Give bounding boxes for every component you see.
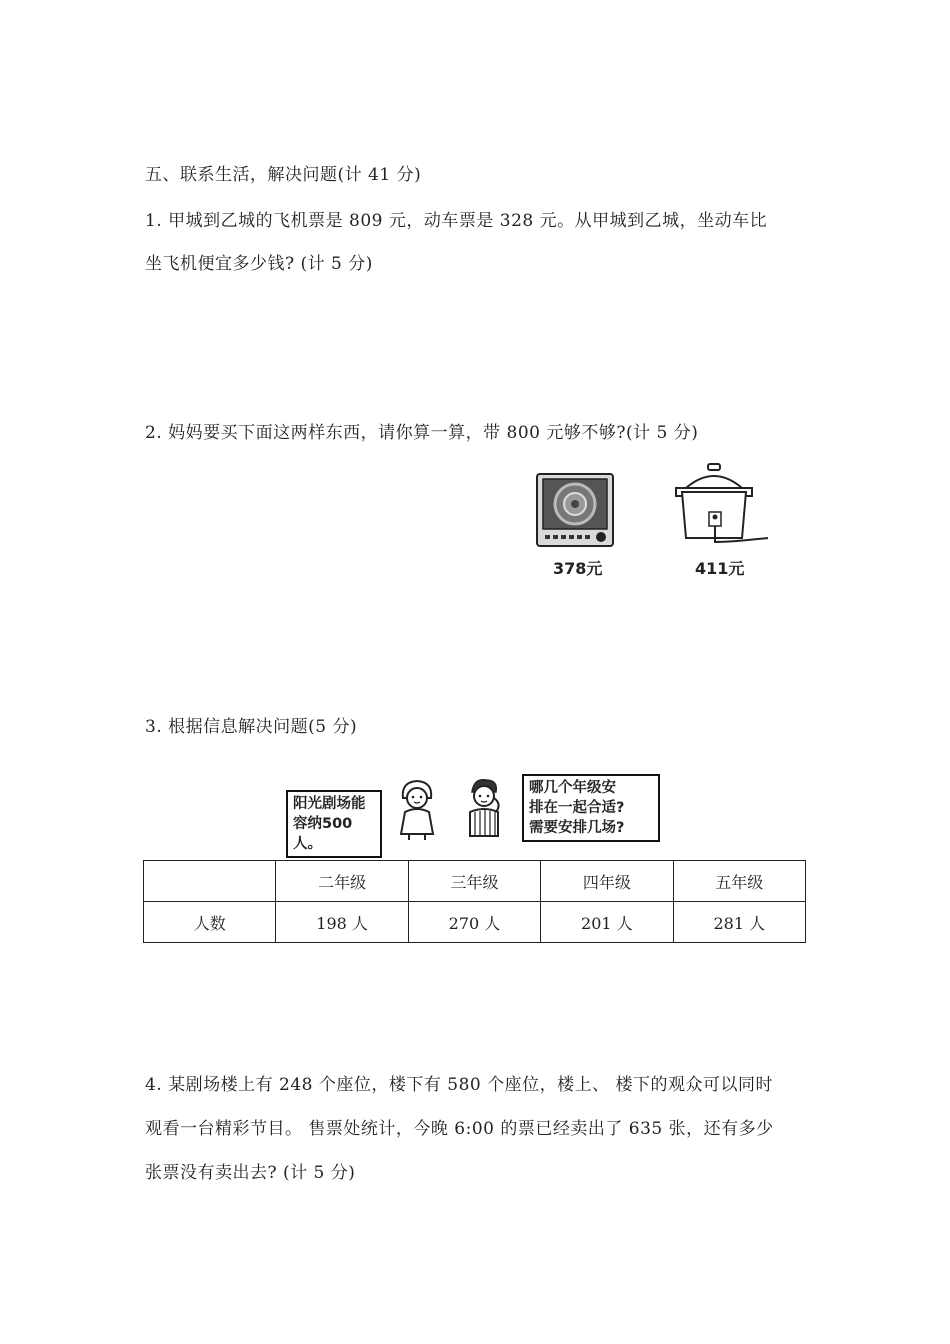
boy-speech-line-3: 需要安排几场? <box>529 820 625 836</box>
induction-cooker-price: 378元 <box>553 559 603 578</box>
table-header-cell: 四年级 <box>541 861 673 902</box>
table-row-label: 人数 <box>144 902 276 943</box>
girl-figure-icon <box>395 778 439 846</box>
question-1-line-2: 坐飞机便宜多少钱? (计 5 分) <box>145 254 373 274</box>
table-header-cell: 五年级 <box>673 861 805 902</box>
table-header-cell: 三年级 <box>408 861 540 902</box>
table-cell: 198 人 <box>276 902 408 943</box>
table-header-cell <box>144 861 276 902</box>
table-header-row <box>144 861 806 902</box>
girl-speech-line-2: 容纳500人。 <box>293 816 353 852</box>
table-cell: 270 人 <box>408 902 540 943</box>
boy-speech-line-1: 哪几个年级安 <box>529 780 616 796</box>
boy-speech-bubble <box>522 774 660 842</box>
section-title: 五、联系生活，解决问题(计 41 分) <box>145 165 422 185</box>
question-4-line-2: 观看一台精彩节目。 售票处统计，今晚 6:00 的票已经卖出了 635 张，还有多少 <box>145 1119 774 1139</box>
girl-speech-bubble <box>286 790 382 858</box>
question-2-text: 2. 妈妈要买下面这两样东西，请你算一算，带 800 元够不够?(计 5 分) <box>145 423 699 443</box>
table-header-cell: 二年级 <box>276 861 408 902</box>
question-1-line-1: 1. 甲城到乙城的飞机票是 809 元，动车票是 328 元。从甲城到乙城，坐动车比 <box>145 211 768 231</box>
table-cell: 201 人 <box>541 902 673 943</box>
question-4-line-1: 4. 某剧场楼上有 248 个座位，楼下有 580 个座位，楼上、 楼下的观众可以同时 <box>145 1075 774 1095</box>
grade-table <box>143 860 806 943</box>
question-4-line-3: 张票没有卖出去? (计 5 分) <box>145 1163 356 1183</box>
girl-speech-line-1: 阳光剧场能 <box>293 796 366 812</box>
boy-speech-line-2: 排在一起合适? <box>529 800 625 816</box>
table-cell: 281 人 <box>673 902 805 943</box>
question-3-text: 3. 根据信息解决问题(5 分) <box>145 717 358 737</box>
rice-cooker-icon <box>672 458 772 554</box>
induction-cooker-icon <box>535 472 615 554</box>
boy-figure-icon <box>462 776 506 846</box>
table-row <box>144 902 806 943</box>
rice-cooker-price: 411元 <box>695 559 745 578</box>
